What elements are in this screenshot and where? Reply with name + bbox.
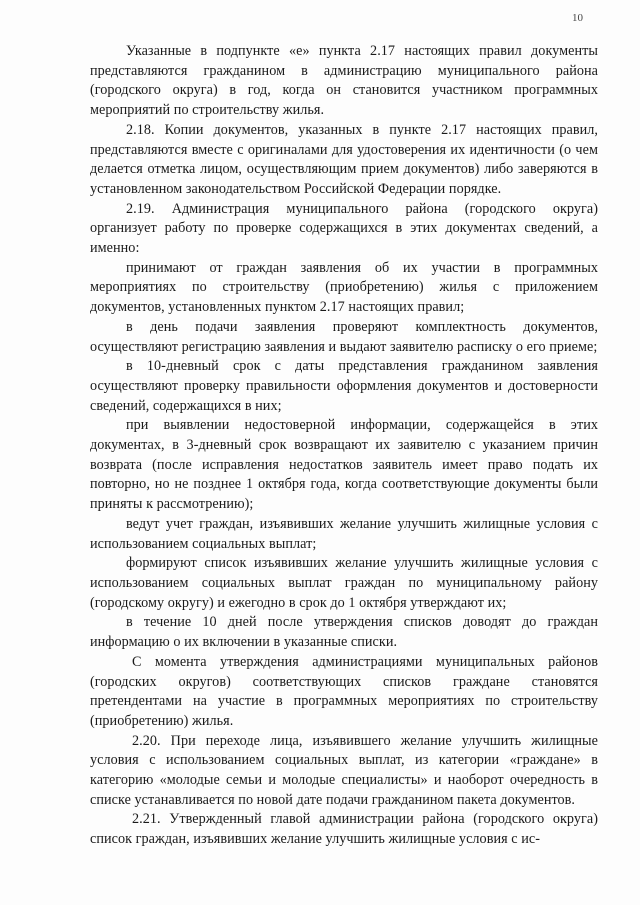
- list-item-inform-citizens: в течение 10 дней после утверждения списков доводят до граждан информацию о их включении в указанные списки.: [90, 614, 598, 651]
- paragraph-2-21: 2.21. Утвержденный главой администрации района (городского округа) список граждан, изъявивших желание улучшить жилищные условия с ис-: [90, 811, 598, 848]
- list-item-verify-documents: в 10-дневный срок с даты представления гражданином заявления осуществляют проверку правильности оформления документов и достоверности сведений, содержащихся в них;: [90, 358, 598, 414]
- paragraph-2-18: 2.18. Копии документов, указанных в пункте 2.17 настоящих правил, представляются вместе с оригиналами для удостоверения их идентичности (о чем делается отметка лицом, осуществляющим прием документов) либо заверяются в установленном законодательством Российской Федерации порядке.: [90, 121, 598, 197]
- list-item-keep-records: ведут учет граждан, изъявивших желание улучшить жилищные условия с использованием социальных выплат;: [90, 515, 598, 552]
- paragraph-documents-submission: Указанные в подпункте «е» пункта 2.17 настоящих правил документы представляются гражданином в администрацию муниципального района (городского округа) в год, когда он становится участником программных мероприятий по строительству жилья.: [90, 43, 598, 119]
- list-item-check-completeness: в день подачи заявления проверяют комплектность документов, осуществляют регистрацию заявления и выдают заявителю расписку о его приеме;: [90, 318, 598, 355]
- document-body: [90, 42, 598, 850]
- list-item-return-documents: при выявлении недостоверной информации, содержащейся в этих документах, в 3-дневный срок возвращают их заявителю с указанием причин возврата (после исправления недостатков заявитель имеет право подать их повторно, но не позднее 1 октября года, когда соответствующие документы были приняты к рассмотрению);: [90, 417, 598, 513]
- paragraph-applicants-status: С момента утверждения администрациями муниципальных районов (городских округов) соответствующих списков граждане становятся претендентами на участие в программных мероприятиях по строительству (приобретению) жилья.: [90, 653, 598, 729]
- page-number: 10: [572, 12, 583, 24]
- paragraph-2-20: 2.20. При переходе лица, изъявившего желание улучшить жилищные условия с использованием социальных выплат, из категории «граждане» в категорию «молодые семьи и молодые специалисты» и наоборот очередность в списке устанавливается по новой дате подачи гражданином пакета документов.: [90, 732, 598, 808]
- paragraph-2-19: 2.19. Администрация муниципального района (городского округа) организует работу по проверке содержащихся в этих документах сведений, а именно:: [90, 200, 598, 257]
- list-item-accept-applications: принимают от граждан заявления об их участии в программных мероприятиях по строительству (приобретению) жилья с приложением документов, установленных пунктом 2.17 настоящих правил;: [90, 259, 598, 316]
- list-item-form-list: формируют список изъявивших желание улучшить жилищные условия с использованием социальных выплат граждан по муниципальному району (городскому округу) и ежегодно в срок до 1 октября утверждают их;: [90, 555, 598, 611]
